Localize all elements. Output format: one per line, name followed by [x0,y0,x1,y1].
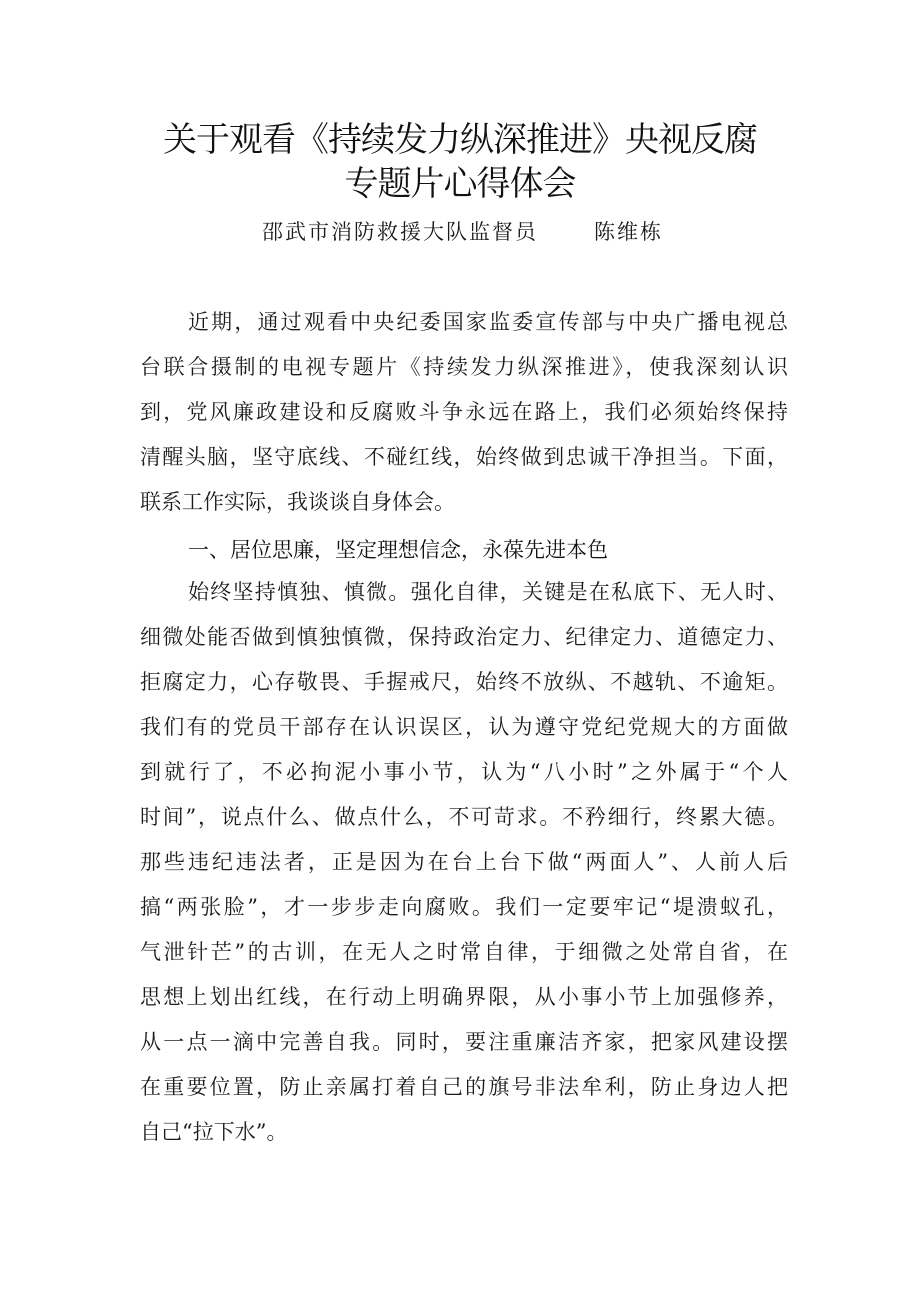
paragraph-2-line: 气泄针芒”的古训，在无人之时常自律，于细微之处常自省，在 [140,940,788,964]
paragraph-1-line: 清醒头脑，坚守底线、不碰红线，始终做到忠诚干净担当。下面， [140,445,788,469]
author-name: 陈维栋 [594,220,663,244]
section-heading-1: 一、居位思廉，坚定理想信念，永葆先进本色 [188,538,608,562]
paragraph-2-line: 从一点一滴中完善自我。同时，要注重廉洁齐家，把家风建设摆 [140,1030,788,1054]
document-title-line-1: 关于观看《持续发力纵深推进》央视反腐 [163,120,757,160]
paragraph-2-line: 我们有的党员干部存在认识误区，认为遵守党纪党规大的方面做 [140,715,788,739]
paragraph-2-line: 到就行了，不必拘泥小事小节，认为“八小时”之外属于“个人 [140,760,788,784]
paragraph-2-line: 时间”，说点什么、做点什么，不可苛求。不矜细行，终累大德。 [140,805,788,829]
paragraph-2-line: 拒腐定力，心存敬畏、手握戒尺，始终不放纵、不越轨、不逾矩。 [140,670,788,694]
author-organization: 邵武市消防救援大队监督员 [262,220,538,244]
paragraph-1-line: 台联合摄制的电视专题片《持续发力纵深推进》，使我深刻认识 [140,355,788,379]
paragraph-2-line: 自己“拉下水”。 [140,1120,288,1144]
paragraph-2-line: 搞“两张脸”，才一步步走向腐败。我们一定要牢记“堤溃蚁孔， [140,895,788,919]
author-byline [262,217,702,247]
paragraph-2-line: 始终坚持慎独、慎微。强化自律，关键是在私底下、无人时、 [188,580,788,604]
paragraph-2-line: 那些违纪违法者，正是因为在台上台下做“两面人”、人前人后 [140,850,788,874]
paragraph-2-line: 细微处能否做到慎独慎微，保持政治定力、纪律定力、道德定力、 [140,625,788,649]
paragraph-1-line: 到，党风廉政建设和反腐败斗争永远在路上，我们必须始终保持 [140,400,788,424]
document-title-line-2: 专题片心得体会 [344,164,576,204]
paragraph-2-line: 在重要位置，防止亲属打着自己的旗号非法牟利，防止身边人把 [140,1075,788,1099]
paragraph-1-line: 联系工作实际，我谈谈自身体会。 [140,490,455,514]
paragraph-2-line: 思想上划出红线，在行动上明确界限，从小事小节上加强修养， [140,985,788,1009]
paragraph-1-line: 近期，通过观看中央纪委国家监委宣传部与中央广播电视总 [188,310,788,334]
